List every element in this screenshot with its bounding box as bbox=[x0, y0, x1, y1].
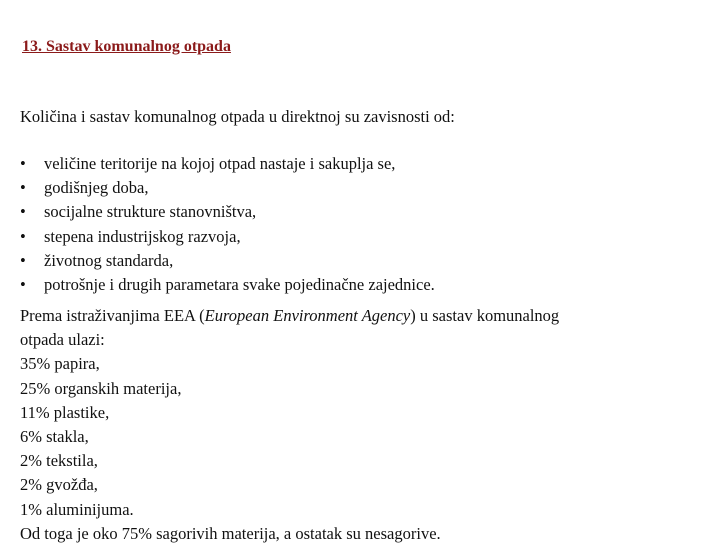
list-item-text: socijalne strukture stanovništva, bbox=[44, 202, 257, 222]
composition-item: 25% organskih materija, bbox=[20, 378, 182, 398]
composition-item: 35% papira, bbox=[20, 354, 100, 374]
list-item-text: potrošnje i drugih parametara svake pojedinačne zajednice. bbox=[44, 274, 435, 294]
eea-suffix: ) u sastav komunalnog bbox=[410, 306, 560, 325]
eea-prefix: Prema istraživanjima EEA ( bbox=[20, 306, 205, 325]
list-item bbox=[20, 225, 435, 249]
list-item-text: životnog standarda, bbox=[44, 250, 174, 270]
list-item bbox=[20, 152, 435, 176]
eea-sentence-continued: otpada ulazi: bbox=[20, 330, 105, 350]
list-item-text: veličine teritorije na kojoj otpad nastaje i sakuplja se, bbox=[44, 154, 396, 173]
list-item bbox=[20, 200, 435, 224]
factor-list bbox=[20, 152, 435, 297]
composition-item: 11% plastike, bbox=[20, 402, 110, 422]
list-item-text: stepena industrijskog razvoja, bbox=[44, 226, 241, 246]
bullet-icon: • bbox=[20, 274, 26, 294]
bullet-icon: • bbox=[20, 202, 26, 222]
composition-item: 2% tekstila, bbox=[20, 451, 98, 471]
composition-item: 6% stakla, bbox=[20, 427, 89, 447]
list-item bbox=[20, 273, 435, 297]
list-item-text: godišnjeg doba, bbox=[44, 178, 149, 198]
composition-item: 1% aluminijuma. bbox=[20, 499, 134, 519]
bullet-icon: • bbox=[20, 226, 26, 246]
list-item bbox=[20, 249, 435, 273]
composition-section bbox=[20, 304, 710, 546]
intro-text: Količina i sastav komunalnog otpada u direktnoj su zavisnosti od: bbox=[20, 107, 455, 126]
bullet-icon: • bbox=[20, 250, 26, 270]
composition-item: 2% gvožđa, bbox=[20, 475, 98, 495]
page-title: 13. Sastav komunalnog otpada bbox=[22, 38, 231, 55]
list-item bbox=[20, 176, 435, 200]
conclusion-text: Od toga je oko 75% sagorivih materija, a ostatak su nesagorive. bbox=[20, 523, 441, 543]
eea-sentence bbox=[20, 304, 710, 328]
bullet-icon: • bbox=[20, 154, 26, 173]
bullet-icon: • bbox=[20, 178, 26, 198]
eea-full-name: European Environment Agency bbox=[204, 306, 411, 325]
